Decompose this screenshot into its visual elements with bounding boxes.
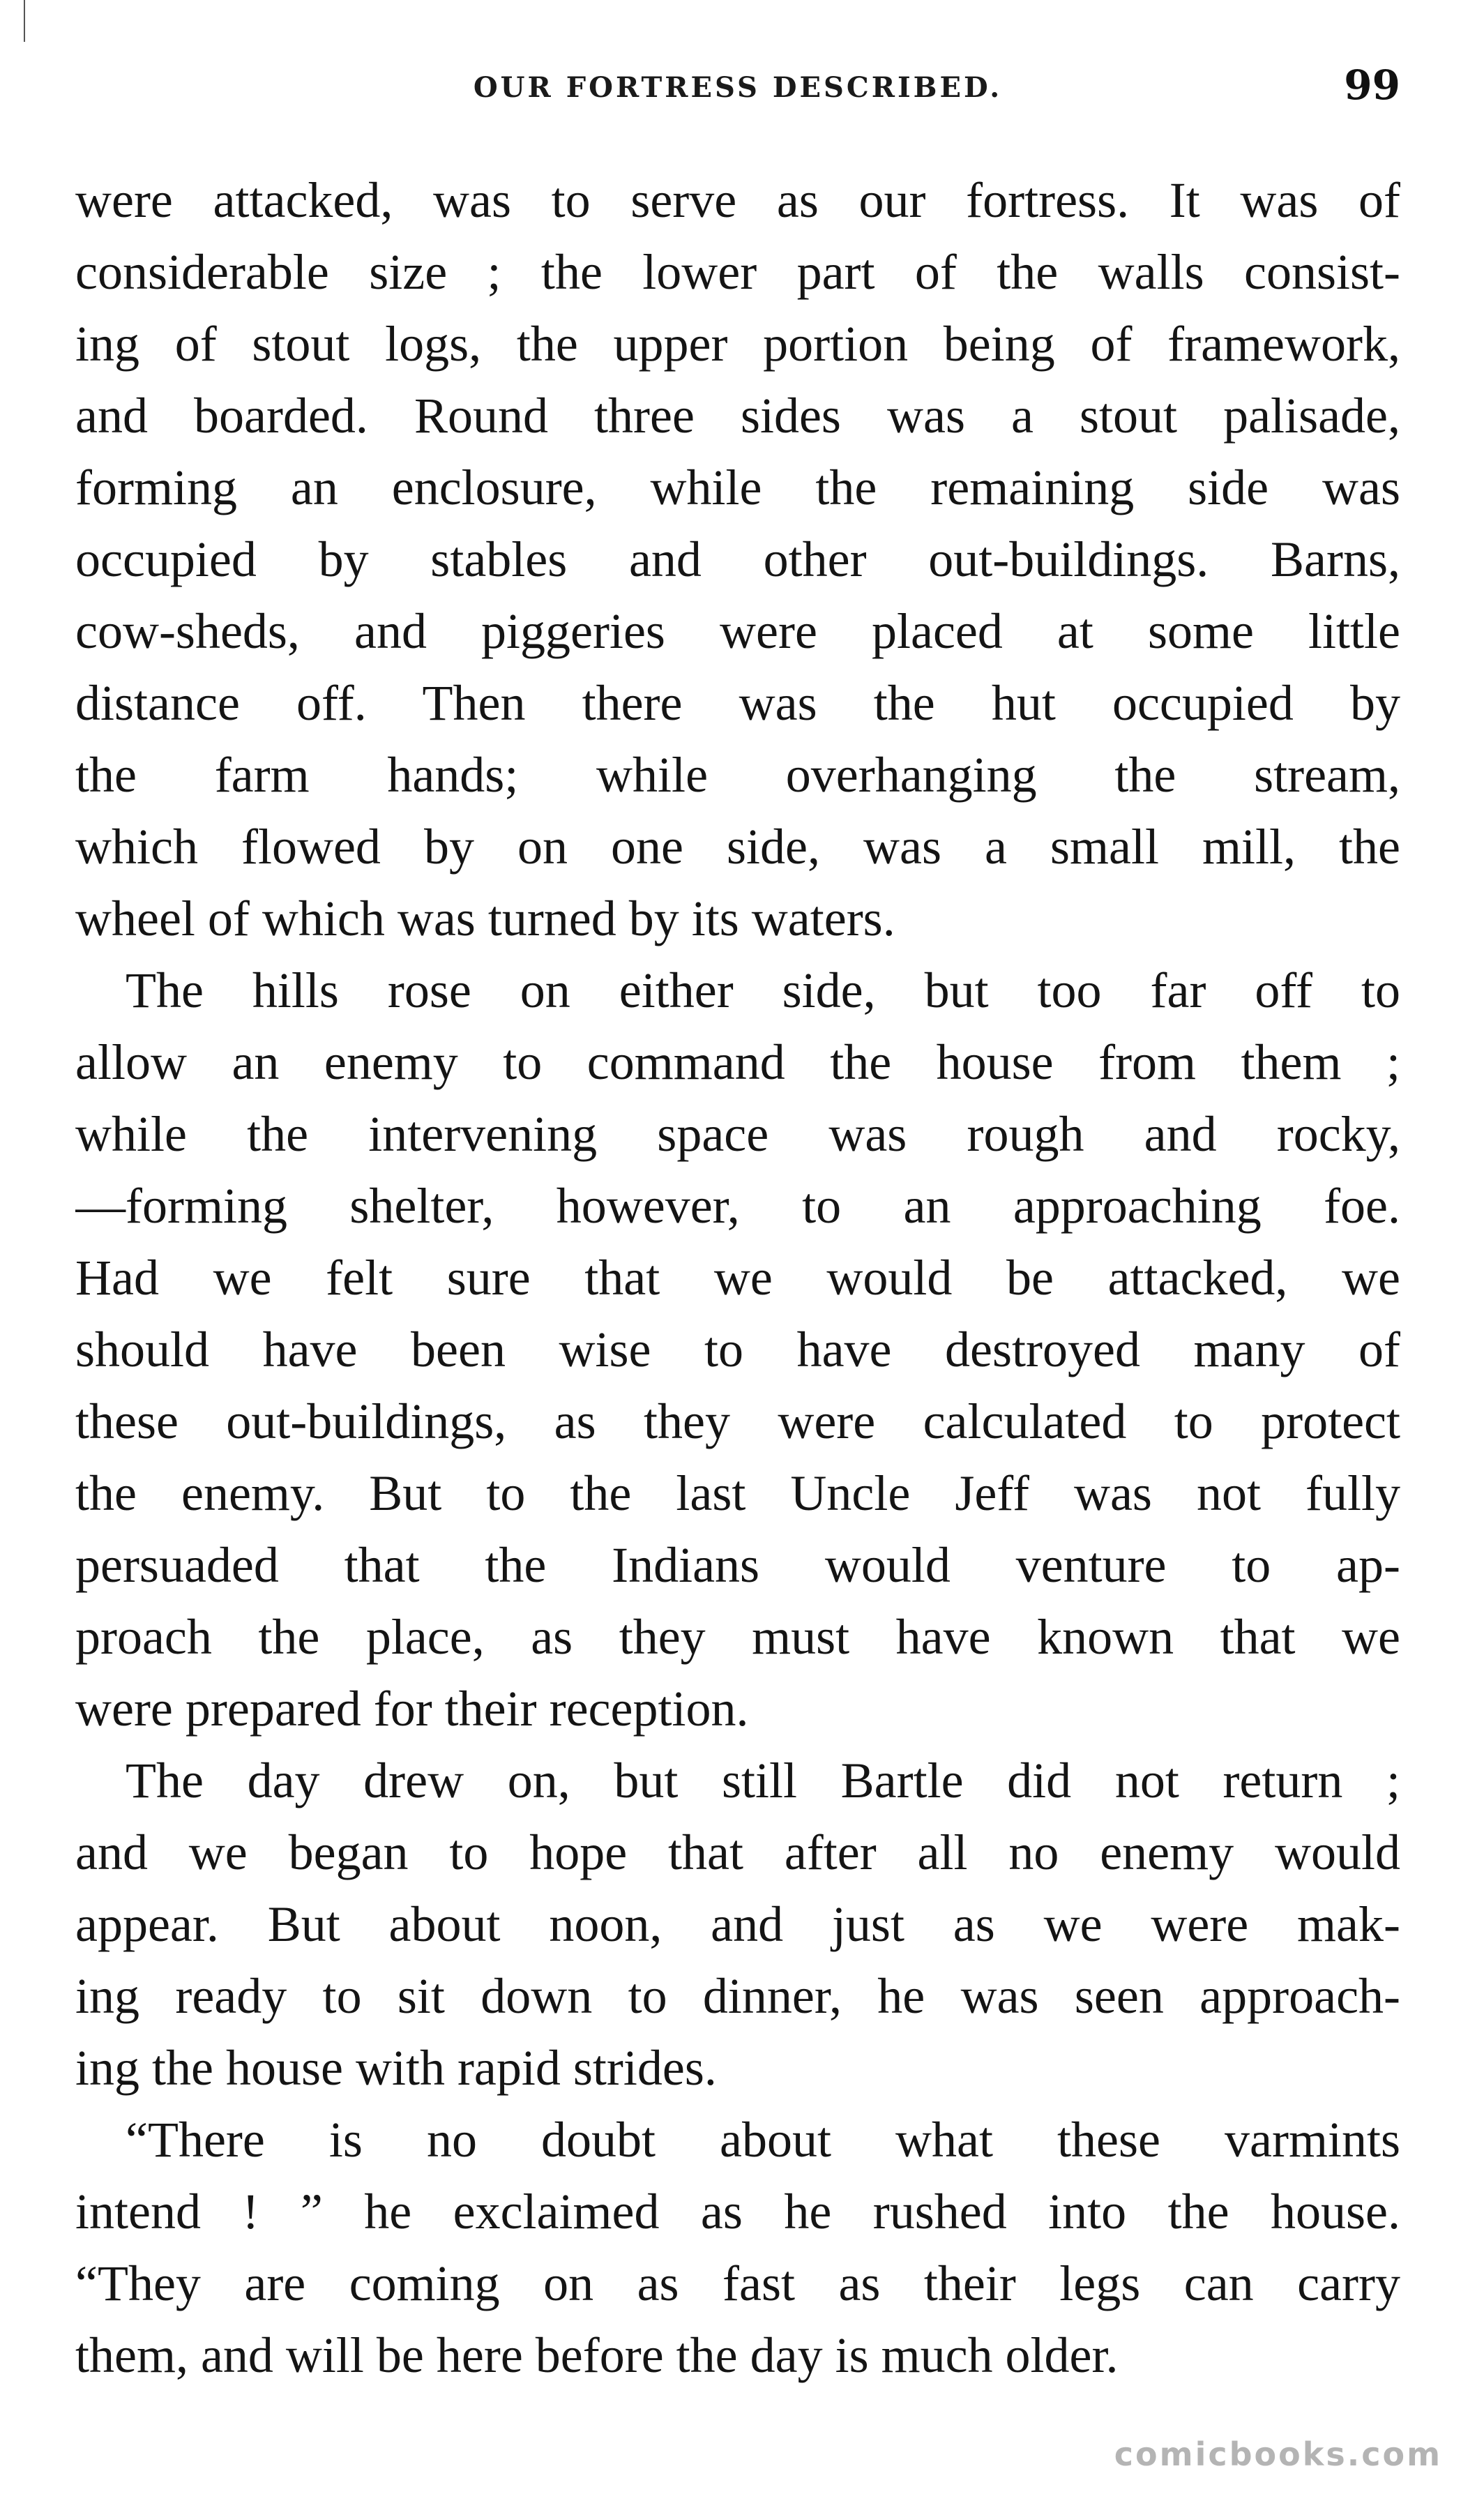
text-line: while the intervening space was rough and rocky, <box>75 1106 1400 1162</box>
text-line: and boarded. Round three sides was a stout palisade, <box>75 388 1400 444</box>
text-line: were prepared for their reception. <box>75 1681 749 1737</box>
text-line: considerable size ; the lower part of the walls consist- <box>75 244 1400 300</box>
text-line: and we began to hope that after all no enemy would <box>75 1824 1400 1880</box>
paragraph <box>75 955 1400 1745</box>
watermark: comicbooks.com <box>1114 2435 1442 2473</box>
text-line: ing the house with rapid strides. <box>75 2040 717 2096</box>
text-line: “They are coming on as fast as their legs can carry <box>75 2256 1400 2311</box>
text-line: The day drew on, but still Bartle did not return ; <box>126 1753 1400 1808</box>
text-line: occupied by stables and other out-buildings. Barns, <box>75 531 1400 587</box>
text-line: the enemy. But to the last Uncle Jeff was not fully <box>75 1465 1400 1521</box>
text-line: “There is no doubt about what these varmints <box>126 2112 1400 2168</box>
page-edge-mark <box>24 0 25 42</box>
text-line: Had we felt sure that we would be attacked, we <box>75 1250 1400 1306</box>
text-line: allow an enemy to command the house from them ; <box>75 1034 1400 1090</box>
paragraph <box>75 1745 1400 2104</box>
text-line: —forming shelter, however, to an approaching foe. <box>75 1178 1400 1234</box>
text-line: intend ! ” he exclaimed as he rushed into the house. <box>75 2184 1400 2239</box>
text-line: The hills rose on either side, but too far off to <box>126 962 1400 1018</box>
text-line: ing of stout logs, the upper portion being of framework, <box>75 316 1400 372</box>
running-head <box>75 61 1400 124</box>
text-line: forming an enclosure, while the remaining side was <box>75 460 1400 515</box>
page-number: 99 <box>1344 61 1400 109</box>
text-line: persuaded that the Indians would venture to ap- <box>75 1537 1400 1593</box>
paragraph <box>75 165 1400 955</box>
text-line: ing ready to sit down to dinner, he was seen approach- <box>75 1968 1400 2024</box>
text-line: proach the place, as they must have known that we <box>75 1609 1400 1665</box>
text-line: were attacked, was to serve as our fortress. It was of <box>75 172 1400 228</box>
paragraph <box>75 2104 1400 2392</box>
body-text <box>75 165 1400 2392</box>
text-line: them, and will be here before the day is much older. <box>75 2327 1119 2383</box>
text-line: appear. But about noon, and just as we were mak- <box>75 1896 1400 1952</box>
text-line: these out-buildings, as they were calculated to protect <box>75 1393 1400 1449</box>
text-line: cow-sheds, and piggeries were placed at some little <box>75 603 1400 659</box>
running-title: OUR FORTRESS DESCRIBED. <box>473 71 1003 104</box>
text-line: which flowed by on one side, was a small mill, the <box>75 819 1400 875</box>
text-line: the farm hands; while overhanging the stream, <box>75 747 1400 803</box>
text-line: should have been wise to have destroyed many of <box>75 1322 1400 1377</box>
text-line: distance off. Then there was the hut occupied by <box>75 675 1400 731</box>
text-line: wheel of which was turned by its waters. <box>75 891 895 946</box>
